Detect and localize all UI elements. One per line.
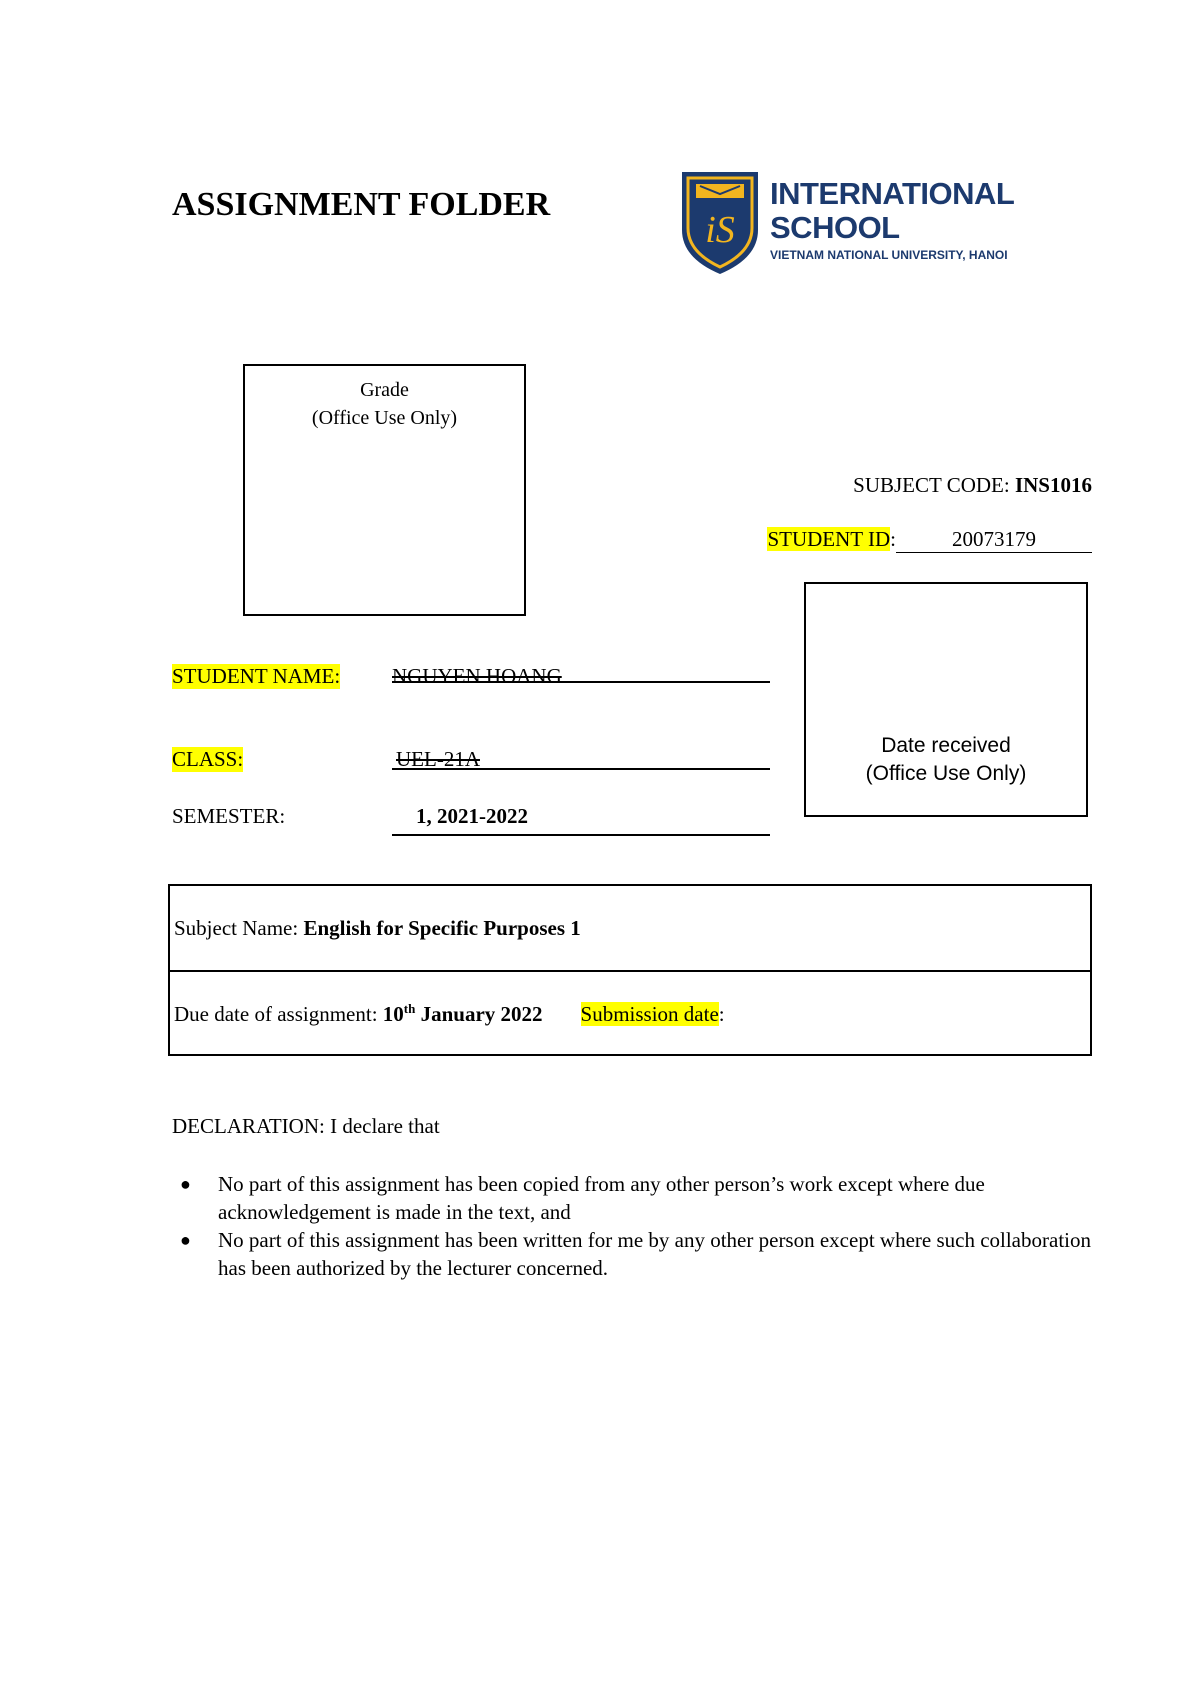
date-box-note: (Office Use Only) (865, 762, 1027, 785)
date-box-title: Date received (881, 734, 1011, 757)
logo-line-international: INTERNATIONAL (770, 176, 1015, 211)
semester-underline (392, 834, 770, 836)
logo-line-university: VIETNAM NATIONAL UNIVERSITY, HANOI (770, 248, 1008, 262)
date-received-box (804, 582, 1088, 817)
shield-icon (680, 168, 760, 276)
subject-name-row (170, 886, 1090, 972)
class-label: CLASS: (172, 747, 244, 771)
student-name-label: STUDENT NAME: (172, 664, 341, 688)
grade-box-note: (Office Use Only) (311, 407, 458, 429)
subject-code-value: INS1016 (1014, 473, 1092, 497)
logo-line-school: SCHOOL (770, 210, 900, 245)
declaration-intro: DECLARATION: I declare that (172, 1114, 440, 1138)
subject-name-value: English for Specific Purposes 1 (303, 916, 581, 940)
due-date-row (170, 972, 1090, 1056)
due-date-label: Due date of assignment: (174, 1002, 383, 1026)
grade-box (243, 364, 526, 616)
class-value: UEL-21A (396, 747, 480, 771)
student-id-label: STUDENT ID (767, 527, 891, 551)
grade-box-title: Grade (360, 379, 409, 401)
semester-value: 1, 2021-2022 (416, 804, 528, 828)
student-name-underline (392, 681, 770, 683)
student-name-value: NGUYEN HOANG (392, 664, 562, 688)
subject-code (853, 473, 1092, 498)
bullet-icon: ● (180, 1174, 191, 1194)
page-title: ASSIGNMENT FOLDER (172, 186, 551, 223)
list-item (172, 1170, 1092, 1226)
subject-code-label: SUBJECT CODE: (853, 473, 1015, 497)
declaration-item-text: No part of this assignment has been copied from any other person’s work except where due acknowledgement is made in the text, and (218, 1172, 985, 1224)
declaration-item-text: No part of this assignment has been written for me by any other person except where such collaboration has been authorized by the lecturer concerned. (218, 1228, 1091, 1280)
declaration-list (172, 1170, 1092, 1282)
due-date-value: 10th January 2022 (382, 1001, 543, 1026)
submission-date-colon: : (718, 1002, 725, 1026)
subject-name-label: Subject Name: (174, 916, 304, 940)
bullet-icon: ● (180, 1230, 191, 1250)
submission-date-label: Submission date (580, 1002, 719, 1026)
student-id-colon: : (890, 527, 896, 551)
semester-label: SEMESTER: (172, 804, 286, 828)
student-id-value: 20073179 (896, 527, 1092, 553)
school-logo (680, 168, 1060, 276)
logo-monogram: iS (705, 209, 735, 251)
student-id (767, 527, 1092, 553)
class-underline (392, 768, 770, 770)
subject-table (168, 884, 1092, 1056)
list-item (172, 1226, 1092, 1282)
